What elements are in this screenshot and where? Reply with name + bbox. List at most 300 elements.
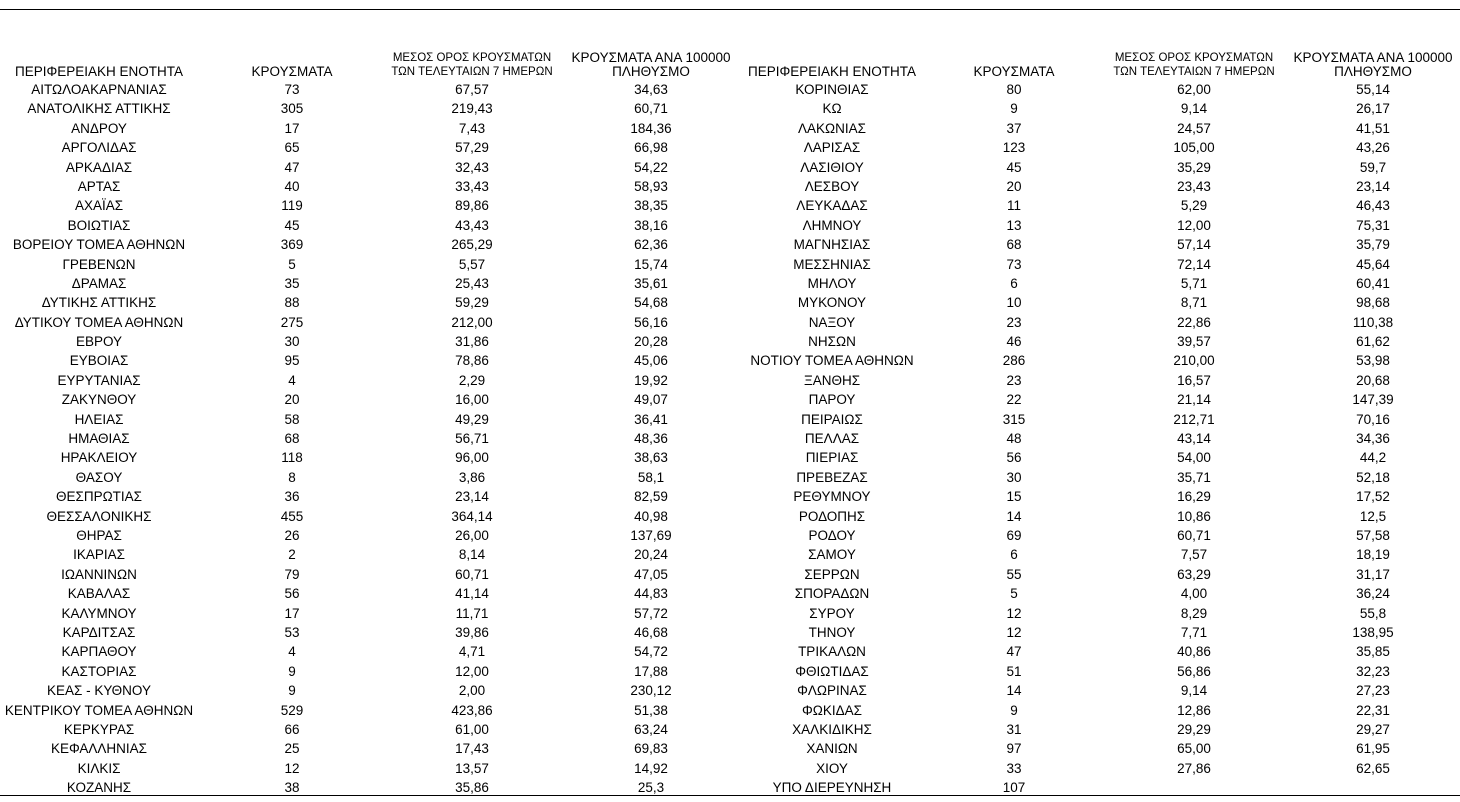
left-cases-per-100k-cell: 15,74 [634, 256, 668, 272]
left-cases-cell: 17 [284, 605, 300, 621]
left-cases-per-100k-cell: 230,12 [630, 683, 672, 699]
right-cases-per-100k-cell: 61,95 [1356, 741, 1390, 757]
left-cases-cell: 8 [288, 469, 296, 485]
right-region-name-cell: ΤΗΝΟΥ [808, 624, 856, 640]
right-region-name-cell: ΛΑΡΙΣΑΣ [803, 140, 861, 156]
right-region-name-cell: ΣΕΡΡΩΝ [804, 566, 860, 582]
right-cases-per-100k-cell: 20,68 [1356, 372, 1390, 388]
right-region-name-cell: ΜΥΚΟΝΟΥ [797, 295, 867, 311]
table-row [0, 196, 1460, 215]
left-cases-cell: 369 [280, 237, 304, 253]
right-cases-per-100k-cell: 32,23 [1356, 663, 1390, 679]
right-cases-per-100k-cell: 98,68 [1356, 295, 1390, 311]
header-avg7-left [378, 51, 566, 79]
right-cases-cell: 12 [1006, 605, 1022, 621]
left-cases-cell: 25 [284, 741, 300, 757]
right-avg-7-days-cell: 39,57 [1177, 334, 1211, 350]
right-cases-cell: 55 [1006, 566, 1022, 582]
right-region-name-cell: ΡΟΔΟΥ [808, 527, 856, 543]
right-cases-cell: 14 [1006, 508, 1022, 524]
left-avg-7-days-cell: 5,57 [458, 256, 486, 272]
left-region-name-cell: ΙΚΑΡΙΑΣ [73, 547, 125, 563]
right-cases-cell: 56 [1006, 450, 1022, 466]
left-avg-7-days-cell: 3,86 [458, 469, 486, 485]
table-row [0, 701, 1460, 720]
left-cases-per-100k-cell: 48,36 [634, 431, 668, 447]
right-region-name-cell: ΣΥΡΟΥ [809, 605, 855, 621]
right-cases-per-100k-cell: 57,58 [1356, 527, 1390, 543]
left-avg-7-days-cell: 49,29 [455, 411, 489, 427]
table-row [0, 371, 1460, 390]
left-avg-7-days-cell: 423,86 [451, 702, 493, 718]
right-region-name-cell: ΠΙΕΡΙΑΣ [805, 450, 859, 466]
right-region-name-cell: ΝΟΤΙΟΥ ΤΟΜΕΑ ΑΘΗΝΩΝ [750, 353, 914, 369]
right-cases-cell: 48 [1006, 431, 1022, 447]
right-region-name-cell: ΤΡΙΚΑΛΩΝ [798, 644, 866, 660]
left-cases-per-100k-cell: 137,69 [630, 527, 672, 543]
left-region-name-cell: ΚΑΛΥΜΝΟΥ [61, 605, 137, 621]
right-avg-7-days-cell: 16,57 [1177, 372, 1211, 388]
left-cases-per-100k-cell: 184,36 [630, 120, 672, 136]
table-header [0, 42, 1460, 79]
left-region-name-cell: ΔΥΤΙΚΗΣ ΑΤΤΙΚΗΣ [41, 295, 157, 311]
left-cases-per-100k-cell: 25,3 [637, 780, 665, 796]
right-cases-per-100k-cell: 12,5 [1359, 508, 1387, 524]
right-avg-7-days-cell: 21,14 [1177, 392, 1211, 408]
right-region-name-cell: ΝΗΣΩΝ [808, 334, 856, 350]
right-cases-per-100k-cell: 55,8 [1359, 605, 1387, 621]
left-cases-per-100k-cell: 58,93 [634, 178, 668, 194]
right-avg-7-days-cell: 22,86 [1177, 314, 1211, 330]
left-cases-per-100k-cell: 49,07 [634, 392, 668, 408]
right-avg-7-days-cell: 8,71 [1180, 295, 1208, 311]
table-row [0, 351, 1460, 370]
table-row [0, 604, 1460, 623]
header-avg7-right-line1: ΜΕΣΟΣ ΟΡΟΣ ΚΡΟΥΣΜΑΤΩΝ [1114, 52, 1274, 64]
left-cases-per-100k-cell: 57,72 [634, 605, 668, 621]
right-avg-7-days-cell: 12,00 [1177, 217, 1211, 233]
left-cases-cell: 35 [284, 275, 300, 291]
right-avg-7-days-cell: 5,29 [1180, 198, 1208, 214]
left-cases-per-100k-cell: 46,68 [634, 624, 668, 640]
left-cases-per-100k-cell: 66,98 [634, 140, 668, 156]
right-avg-7-days-cell: 7,71 [1180, 624, 1208, 640]
left-cases-cell: 529 [280, 702, 304, 718]
right-cases-per-100k-cell: 35,79 [1356, 237, 1390, 253]
left-avg-7-days-cell: 96,00 [455, 450, 489, 466]
left-cases-cell: 2 [288, 547, 296, 563]
left-cases-cell: 38 [284, 780, 300, 796]
left-avg-7-days-cell: 61,00 [455, 721, 489, 737]
right-avg-7-days-cell: 65,00 [1177, 741, 1211, 757]
right-avg-7-days-cell: 16,29 [1177, 489, 1211, 505]
left-region-name-cell: ΘΗΡΑΣ [76, 527, 122, 543]
right-cases-per-100k-cell: 44,2 [1359, 450, 1387, 466]
left-cases-cell: 47 [284, 159, 300, 175]
header-avg7-left-line1: ΜΕΣΟΣ ΟΡΟΣ ΚΡΟΥΣΜΑΤΩΝ [392, 52, 552, 64]
table-row [0, 507, 1460, 526]
right-cases-per-100k-cell: 17,52 [1356, 489, 1390, 505]
left-cases-per-100k-cell: 36,41 [634, 411, 668, 427]
header-avg7-right-line2: ΤΩΝ ΤΕΛΕΥΤΑΙΩΝ 7 ΗΜΕΡΩΝ [1113, 66, 1275, 78]
left-cases-per-100k-cell: 54,68 [634, 295, 668, 311]
left-cases-per-100k-cell: 58,1 [637, 469, 665, 485]
left-avg-7-days-cell: 16,00 [455, 392, 489, 408]
left-region-name-cell: ΓΡΕΒΕΝΩΝ [62, 256, 136, 272]
right-region-name-cell: ΦΩΚΙΔΑΣ [802, 702, 862, 718]
left-cases-cell: 9 [288, 683, 296, 699]
left-cases-per-100k-cell: 63,24 [634, 721, 668, 737]
table-row [0, 119, 1460, 138]
table-row [0, 468, 1460, 487]
right-avg-7-days-cell: 72,14 [1177, 256, 1211, 272]
left-cases-per-100k-cell: 82,59 [634, 489, 668, 505]
right-cases-cell: 30 [1006, 469, 1022, 485]
right-cases-cell: 123 [1002, 140, 1026, 156]
left-region-name-cell: ΗΛΕΙΑΣ [74, 411, 124, 427]
right-region-name-cell: ΛΕΣΒΟΥ [804, 178, 860, 194]
left-cases-cell: 12 [284, 760, 300, 776]
right-avg-7-days-cell: 24,57 [1177, 120, 1211, 136]
left-cases-cell: 305 [280, 101, 304, 117]
header-per100k-left-line2: ΠΛΗΘΥΣΜΟ [612, 64, 690, 79]
left-region-name-cell: ΒΟΡΕΙΟΥ ΤΟΜΕΑ ΑΘΗΝΩΝ [12, 237, 186, 253]
left-region-name-cell: ΔΡΑΜΑΣ [71, 275, 127, 291]
left-cases-per-100k-cell: 20,24 [634, 547, 668, 563]
right-region-name-cell: ΠΑΡΟΥ [808, 392, 856, 408]
right-avg-7-days-cell: 54,00 [1177, 450, 1211, 466]
table-row [0, 255, 1460, 274]
right-avg-7-days-cell: 212,71 [1173, 411, 1215, 427]
left-region-name-cell: ΒΟΙΩΤΙΑΣ [67, 217, 131, 233]
right-cases-per-100k-cell: 18,19 [1356, 547, 1390, 563]
header-avg7-right [1100, 51, 1288, 79]
right-avg-7-days-cell: 35,71 [1177, 469, 1211, 485]
left-cases-cell: 9 [288, 663, 296, 679]
right-cases-cell: 5 [1010, 586, 1018, 602]
right-cases-cell: 33 [1006, 760, 1022, 776]
left-cases-cell: 56 [284, 586, 300, 602]
right-region-name-cell: ΧΙΟΥ [816, 760, 848, 776]
left-cases-per-100k-cell: 40,98 [634, 508, 668, 524]
left-region-name-cell: ΑΝΑΤΟΛΙΚΗΣ ΑΤΤΙΚΗΣ [27, 101, 171, 117]
left-avg-7-days-cell: 219,43 [451, 101, 493, 117]
right-cases-per-100k-cell: 75,31 [1356, 217, 1390, 233]
left-avg-7-days-cell: 7,43 [458, 120, 486, 136]
right-avg-7-days-cell: 23,43 [1177, 178, 1211, 194]
right-cases-cell: 9 [1010, 101, 1018, 117]
left-region-name-cell: ΖΑΚΥΝΘΟΥ [61, 392, 137, 408]
table-row [0, 410, 1460, 429]
table-row [0, 332, 1460, 351]
table-row [0, 158, 1460, 177]
right-region-name-cell: ΚΟΡΙΝΘΙΑΣ [795, 82, 869, 97]
right-region-name-cell: ΠΕΙΡΑΙΩΣ [801, 411, 863, 427]
right-cases-cell: 80 [1006, 82, 1022, 97]
right-avg-7-days-cell: 43,14 [1177, 431, 1211, 447]
right-cases-per-100k-cell: 60,41 [1356, 275, 1390, 291]
right-region-name-cell: ΦΘΙΩΤΙΔΑΣ [795, 663, 869, 679]
right-region-name-cell: ΧΑΛΚΙΔΙΚΗΣ [792, 721, 872, 737]
header-per100k-right-line1: ΚΡΟΥΣΜΑΤΑ ΑΝΑ 100000 [1293, 50, 1453, 65]
right-cases-per-100k-cell: 29,27 [1356, 721, 1390, 737]
header-avg7-left-line2: ΤΩΝ ΤΕΛΕΥΤΑΙΩΝ 7 ΗΜΕΡΩΝ [391, 66, 553, 78]
right-region-name-cell: ΛΑΣΙΘΙΟΥ [800, 159, 864, 175]
table-row [0, 565, 1460, 584]
left-region-name-cell: ΚΑΡΠΑΘΟΥ [61, 644, 137, 660]
left-region-name-cell: ΔΥΤΙΚΟΥ ΤΟΜΕΑ ΑΘΗΝΩΝ [14, 314, 184, 330]
table-row [0, 390, 1460, 409]
left-cases-cell: 45 [284, 217, 300, 233]
right-region-name-cell: ΡΕΘΥΜΝΟΥ [793, 489, 871, 505]
header-cases-left: ΚΡΟΥΣΜΑΤΑ [251, 64, 333, 79]
left-cases-cell: 36 [284, 489, 300, 505]
left-region-name-cell: ΚΕΝΤΡΙΚΟΥ ΤΟΜΕΑ ΑΘΗΝΩΝ [4, 702, 194, 718]
left-cases-per-100k-cell: 34,63 [634, 82, 668, 97]
table-row [0, 681, 1460, 700]
right-cases-per-100k-cell: 31,17 [1356, 566, 1390, 582]
left-avg-7-days-cell: 2,00 [458, 683, 486, 699]
right-region-name-cell: ΚΩ [822, 101, 842, 117]
right-avg-7-days-cell: 57,14 [1177, 237, 1211, 253]
left-cases-per-100k-cell: 45,06 [634, 353, 668, 369]
header-per100k-right [1288, 51, 1458, 79]
left-region-name-cell: ΘΕΣΠΡΩΤΙΑΣ [55, 489, 143, 505]
left-avg-7-days-cell: 89,86 [455, 198, 489, 214]
table-row [0, 274, 1460, 293]
left-avg-7-days-cell: 26,00 [455, 527, 489, 543]
right-avg-7-days-cell: 210,00 [1173, 353, 1215, 369]
right-region-name-cell: ΛΑΚΩΝΙΑΣ [798, 120, 866, 136]
right-cases-per-100k-cell: 45,64 [1356, 256, 1390, 272]
left-cases-per-100k-cell: 20,28 [634, 334, 668, 350]
left-avg-7-days-cell: 43,43 [455, 217, 489, 233]
header-per100k-left [566, 51, 736, 79]
right-region-name-cell: ΡΟΔΟΠΗΣ [798, 508, 866, 524]
right-cases-cell: 37 [1006, 120, 1022, 136]
table-row [0, 293, 1460, 312]
left-avg-7-days-cell: 212,00 [451, 314, 493, 330]
left-region-name-cell: ΚΙΛΚΙΣ [77, 760, 121, 776]
right-cases-per-100k-cell: 26,17 [1356, 101, 1390, 117]
left-cases-cell: 65 [284, 140, 300, 156]
left-cases-cell: 4 [288, 644, 296, 660]
left-avg-7-days-cell: 11,71 [455, 605, 489, 621]
right-avg-7-days-cell: 60,71 [1177, 527, 1211, 543]
right-cases-per-100k-cell: 53,98 [1356, 353, 1390, 369]
right-cases-cell: 11 [1006, 198, 1021, 214]
left-avg-7-days-cell: 12,00 [455, 663, 489, 679]
right-cases-cell: 51 [1006, 663, 1022, 679]
left-cases-cell: 79 [284, 566, 300, 582]
right-cases-per-100k-cell: 36,24 [1356, 586, 1390, 602]
right-cases-cell: 6 [1010, 547, 1018, 563]
table-row [0, 545, 1460, 564]
left-avg-7-days-cell: 23,14 [455, 489, 489, 505]
left-avg-7-days-cell: 33,43 [455, 178, 489, 194]
table-row [0, 642, 1460, 661]
right-cases-cell: 46 [1006, 334, 1022, 350]
right-avg-7-days-cell: 62,00 [1177, 82, 1211, 97]
right-cases-per-100k-cell: 34,36 [1356, 431, 1390, 447]
left-cases-cell: 275 [280, 314, 304, 330]
left-region-name-cell: ΑΡΓΟΛΙΔΑΣ [61, 140, 137, 156]
right-cases-per-100k-cell: 41,51 [1356, 120, 1390, 136]
right-cases-per-100k-cell: 43,26 [1356, 140, 1390, 156]
right-region-name-cell: ΣΠΟΡΑΔΩΝ [794, 586, 870, 602]
left-region-name-cell: ΕΥΡΥΤΑΝΙΑΣ [57, 372, 141, 388]
left-cases-cell: 4 [288, 372, 296, 388]
left-cases-per-100k-cell: 19,92 [634, 372, 668, 388]
right-avg-7-days-cell: 40,86 [1177, 644, 1211, 660]
left-region-name-cell: ΗΜΑΘΙΑΣ [68, 431, 130, 447]
left-cases-cell: 30 [284, 334, 300, 350]
left-region-name-cell: ΑΙΤΩΛΟΑΚΑΡΝΑΝΙΑΣ [31, 82, 167, 97]
right-cases-per-100k-cell: 70,16 [1356, 411, 1390, 427]
left-region-name-cell: ΚΟΖΑΝΗΣ [66, 780, 132, 796]
right-cases-cell: 23 [1006, 372, 1022, 388]
table-row [0, 235, 1460, 254]
left-cases-per-100k-cell: 17,88 [634, 663, 668, 679]
left-cases-per-100k-cell: 62,36 [634, 237, 668, 253]
left-avg-7-days-cell: 60,71 [455, 566, 489, 582]
right-region-name-cell: ΝΑΞΟΥ [808, 314, 856, 330]
left-region-name-cell: ΑΡΚΑΔΙΑΣ [65, 159, 133, 175]
left-cases-cell: 88 [284, 295, 300, 311]
right-cases-per-100k-cell: 46,43 [1356, 198, 1390, 214]
left-cases-cell: 53 [284, 624, 300, 640]
left-region-name-cell: ΕΥΒΟΙΑΣ [69, 353, 129, 369]
left-region-name-cell: ΑΝΔΡΟΥ [71, 120, 127, 136]
right-cases-per-100k-cell: 27,23 [1356, 683, 1390, 699]
header-region-right: ΠΕΡΙΦΕΡΕΙΑΚΗ ΕΝΟΤΗΤΑ [747, 64, 917, 79]
right-region-name-cell: ΛΗΜΝΟΥ [802, 217, 862, 233]
left-cases-cell: 17 [284, 120, 300, 136]
header-per100k-left-line1: ΚΡΟΥΣΜΑΤΑ ΑΝΑ 100000 [571, 50, 731, 65]
left-avg-7-days-cell: 25,43 [455, 275, 489, 291]
left-avg-7-days-cell: 41,14 [455, 586, 489, 602]
right-region-name-cell: ΜΑΓΝΗΣΙΑΣ [793, 237, 871, 253]
left-region-name-cell: ΘΕΣΣΑΛΟΝΙΚΗΣ [46, 508, 152, 524]
right-region-name-cell: ΣΑΜΟΥ [808, 547, 856, 563]
left-region-name-cell: ΚΕΑΣ - ΚΥΘΝΟΥ [47, 683, 151, 699]
left-cases-per-100k-cell: 38,16 [634, 217, 668, 233]
left-region-name-cell: ΕΒΡΟΥ [75, 334, 123, 350]
right-cases-cell: 31 [1006, 721, 1022, 737]
table-row [0, 662, 1460, 681]
left-cases-cell: 95 [284, 353, 300, 369]
right-cases-cell: 10 [1006, 295, 1022, 311]
right-avg-7-days-cell: 35,29 [1177, 159, 1211, 175]
left-cases-per-100k-cell: 38,35 [634, 198, 668, 214]
left-cases-cell: 26 [284, 527, 300, 543]
left-region-name-cell: ΙΩΑΝΝΙΝΩΝ [61, 566, 137, 582]
table-top-border [0, 9, 1460, 10]
right-avg-7-days-cell: 9,14 [1180, 683, 1208, 699]
left-cases-per-100k-cell: 60,71 [634, 101, 668, 117]
table-bottom-border [0, 795, 1460, 796]
left-region-name-cell: ΚΑΡΔΙΤΣΑΣ [62, 624, 136, 640]
right-avg-7-days-cell: 29,29 [1177, 721, 1211, 737]
right-avg-7-days-cell: 7,57 [1180, 547, 1208, 563]
table-row [0, 80, 1460, 99]
table-row [0, 487, 1460, 506]
table-row [0, 216, 1460, 235]
left-avg-7-days-cell: 13,57 [455, 760, 489, 776]
right-cases-cell: 97 [1006, 741, 1022, 757]
right-cases-cell: 22 [1006, 392, 1022, 408]
left-cases-per-100k-cell: 54,72 [634, 644, 668, 660]
right-region-name-cell: ΜΕΣΣΗΝΙΑΣ [793, 256, 871, 272]
right-cases-per-100k-cell: 55,14 [1356, 82, 1390, 97]
table-row [0, 177, 1460, 196]
left-cases-cell: 118 [281, 450, 303, 466]
left-region-name-cell: ΘΑΣΟΥ [75, 469, 123, 485]
left-cases-per-100k-cell: 54,22 [634, 159, 668, 175]
right-cases-cell: 73 [1006, 256, 1022, 272]
right-cases-cell: 315 [1002, 411, 1026, 427]
right-region-name-cell: ΠΕΛΛΑΣ [804, 431, 860, 447]
right-cases-cell: 15 [1006, 489, 1022, 505]
header-region-left: ΠΕΡΙΦΕΡΕΙΑΚΗ ΕΝΟΤΗΤΑ [14, 64, 184, 79]
right-avg-7-days-cell: 8,29 [1180, 605, 1208, 621]
table-row [0, 739, 1460, 758]
left-avg-7-days-cell: 2,29 [458, 372, 486, 388]
left-cases-per-100k-cell: 47,05 [634, 566, 668, 582]
left-cases-cell: 5 [288, 256, 296, 272]
left-avg-7-days-cell: 35,86 [455, 780, 489, 796]
table-row [0, 138, 1460, 157]
left-cases-cell: 73 [284, 82, 300, 97]
right-avg-7-days-cell: 27,86 [1177, 760, 1211, 776]
left-region-name-cell: ΗΡΑΚΛΕΙΟΥ [60, 450, 138, 466]
left-cases-cell: 40 [284, 178, 300, 194]
right-cases-cell: 9 [1010, 702, 1018, 718]
right-region-name-cell: ΞΑΝΘΗΣ [803, 372, 861, 388]
right-cases-cell: 286 [1002, 353, 1026, 369]
table-row [0, 429, 1460, 448]
right-cases-cell: 23 [1006, 314, 1022, 330]
right-cases-per-100k-cell: 35,85 [1356, 644, 1390, 660]
right-region-name-cell: ΜΗΛΟΥ [807, 275, 857, 291]
right-cases-cell: 14 [1006, 683, 1022, 699]
table-row [0, 720, 1460, 739]
table-row [0, 526, 1460, 545]
right-avg-7-days-cell: 9,14 [1180, 101, 1208, 117]
left-avg-7-days-cell: 67,57 [455, 82, 489, 97]
left-cases-per-100k-cell: 44,83 [634, 586, 668, 602]
right-cases-per-100k-cell: 59,7 [1359, 159, 1387, 175]
right-avg-7-days-cell: 5,71 [1180, 275, 1208, 291]
right-cases-per-100k-cell: 62,65 [1356, 760, 1390, 776]
left-avg-7-days-cell: 57,29 [455, 140, 489, 156]
left-region-name-cell: ΚΑΣΤΟΡΙΑΣ [61, 663, 137, 679]
table-body [0, 80, 1460, 797]
right-cases-cell: 45 [1006, 159, 1022, 175]
right-cases-per-100k-cell: 23,14 [1356, 178, 1390, 194]
left-cases-per-100k-cell: 35,61 [634, 275, 668, 291]
left-cases-cell: 119 [281, 198, 303, 214]
table-row [0, 313, 1460, 332]
left-avg-7-days-cell: 8,14 [458, 547, 486, 563]
right-cases-cell: 12 [1006, 624, 1022, 640]
right-cases-per-100k-cell: 22,31 [1356, 702, 1390, 718]
left-avg-7-days-cell: 32,43 [455, 159, 489, 175]
right-region-name-cell: ΥΠΟ ΔΙΕΡΕΥΝΗΣΗ [772, 780, 892, 796]
left-avg-7-days-cell: 4,71 [458, 644, 486, 660]
left-region-name-cell: ΚΕΡΚΥΡΑΣ [63, 721, 135, 737]
left-avg-7-days-cell: 364,14 [451, 508, 493, 524]
